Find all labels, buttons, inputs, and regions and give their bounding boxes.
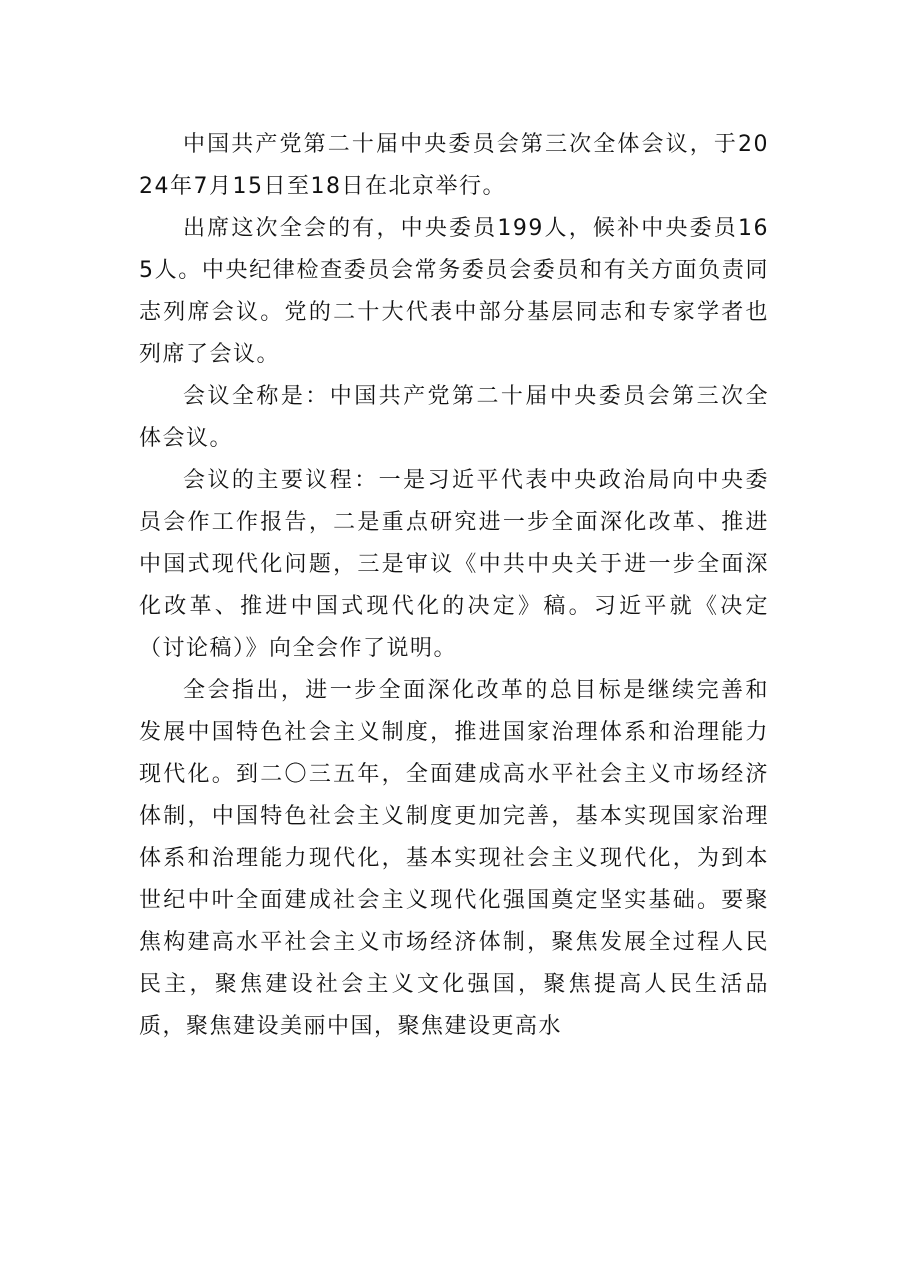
- paragraph-agenda: 会议的主要议程：一是习近平代表中央政治局向中央委员会作工作报告，二是重点研究进一步全面深化改革、推进中国式现代化问题，三是审议《中共中央关于进一步全面深化改革、推进中国式现代化的决定》稿。习近平就《决定（讨论稿）》向全会作了说明。: [139, 468, 769, 661]
- paragraph-attendees: 出席这次全会的有，中央委员199人，候补中央委员165人。中央纪律检查委员会常务委员会委员和有关方面负责同志列席会议。党的二十大代表中部分基层同志和专家学者也列席了会议。: [139, 216, 769, 367]
- document-page: [139, 124, 769, 1048]
- paragraph-meeting-name: 会议全称是：中国共产党第二十届中央委员会第三次全体会议。: [139, 384, 769, 451]
- paragraph-reform-goals: 全会指出，进一步全面深化改革的总目标是继续完善和发展中国特色社会主义制度，推进国家治理体系和治理能力现代化。到二〇三五年，全面建成高水平社会主义市场经济体制，中国特色社会主义制度更加完善，基本实现国家治理体系和治理能力现代化，基本实现社会主义现代化，为到本世纪中叶全面建成社会主义现代化强国奠定坚实基础。要聚焦构建高水平社会主义市场经济体制，聚焦发展全过程人民民主，聚焦建设社会主义文化强国，聚焦提高人民生活品质，聚焦建设美丽中国，聚焦建设更高水: [139, 678, 769, 1039]
- paragraph-meeting-date: 中国共产党第二十届中央委员会第三次全体会议，于2024年7月15日至18日在北京举行。: [139, 132, 769, 199]
